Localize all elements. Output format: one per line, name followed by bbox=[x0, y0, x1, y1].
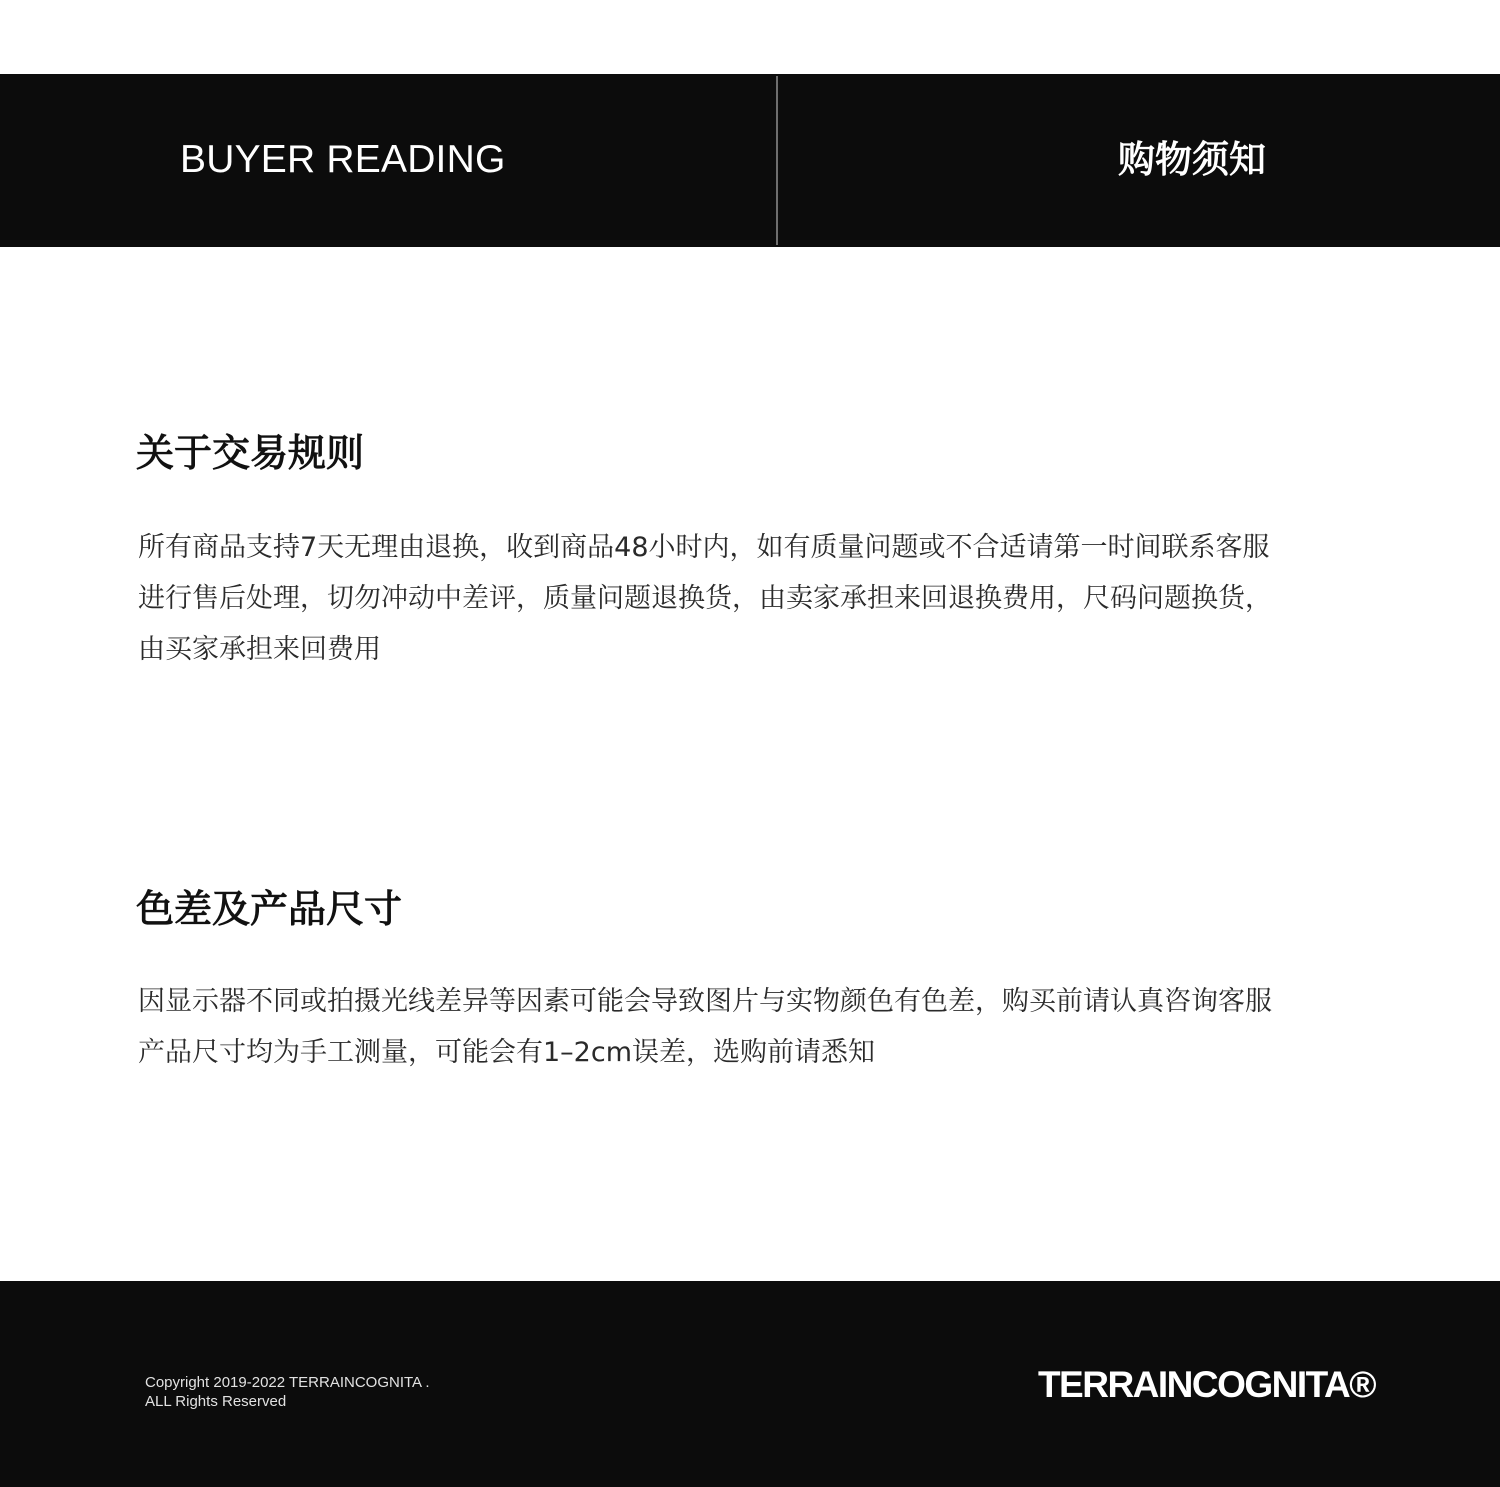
body-line: 由买家承担来回费用 bbox=[138, 634, 381, 665]
header-banner bbox=[0, 74, 1500, 247]
header-title-chinese: 购物须知 bbox=[1118, 138, 1266, 181]
copyright-text bbox=[145, 1373, 430, 1411]
section-title: 关于交易规则 bbox=[136, 431, 365, 475]
header-divider bbox=[776, 76, 778, 245]
footer bbox=[0, 1281, 1500, 1487]
section-body bbox=[136, 976, 1376, 1078]
body-line: 进行售后处理，切勿冲动中差评，质量问题退换货，由卖家承担来回退换费用，尺码问题换货， bbox=[138, 583, 1272, 614]
section-title: 色差及产品尺寸 bbox=[136, 887, 403, 931]
section-color-and-size bbox=[136, 884, 1376, 1078]
body-line: 所有商品支持7天无理由退换，收到商品48小时内，如有质量问题或不合适请第一时间联系客服 bbox=[138, 532, 1270, 563]
copyright-line: Copyright 2019-2022 TERRAINCOGNITA . bbox=[145, 1374, 430, 1391]
header-title-english: BUYER READING bbox=[180, 138, 506, 181]
brand-logo: TERRAINCOGNITA® bbox=[1037, 1364, 1375, 1405]
section-body bbox=[136, 522, 1376, 675]
section-trade-rules bbox=[136, 428, 1376, 675]
body-line: 产品尺寸均为手工测量，可能会有1–2cm误差，选购前请悉知 bbox=[138, 1037, 876, 1068]
rights-line: ALL Rights Reserved bbox=[145, 1393, 287, 1410]
body-line: 因显示器不同或拍摄光线差异等因素可能会导致图片与实物颜色有色差，购买前请认真咨询客服 bbox=[138, 986, 1272, 1017]
